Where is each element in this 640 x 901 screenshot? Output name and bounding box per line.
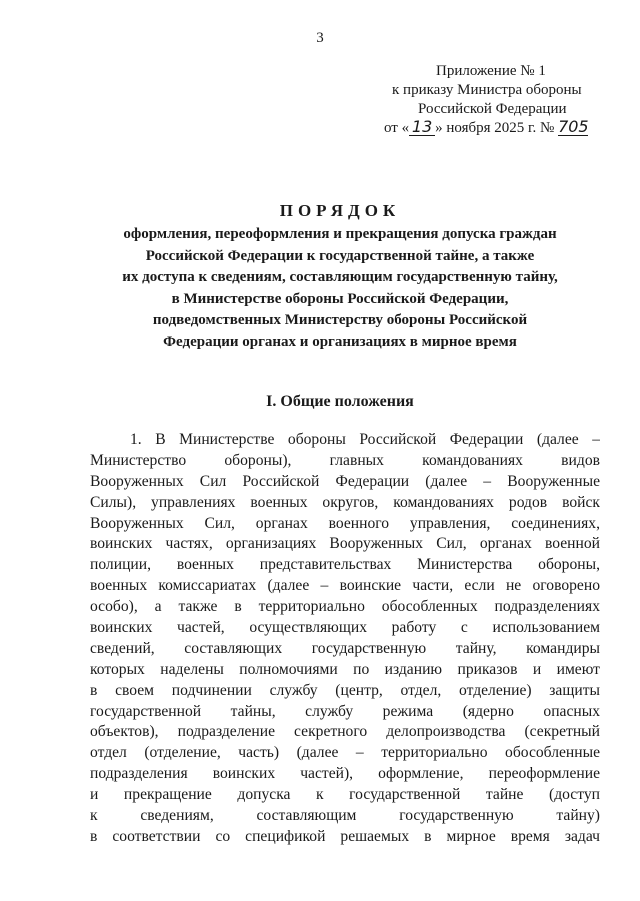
section-heading: I. Общие положения: [266, 393, 414, 410]
document-title: ПОРЯДОК: [279, 201, 401, 220]
subtitle-line: оформления, переоформления и прекращения допуска граждан: [123, 226, 557, 242]
page-number: 3: [316, 30, 324, 46]
appendix-date-line: [380, 119, 610, 138]
subtitle-line: подведомственных Министерству обороны Российской: [152, 312, 528, 328]
paragraph-line: 1. В Министерстве обороны Российской Федерации (далее –: [130, 431, 600, 448]
paragraph-line: Силы), управлениях военных округов, командованиях родов войск: [90, 493, 600, 511]
paragraph-line: в соответствии со спецификой решаемых в мирное время задач: [90, 827, 600, 845]
paragraph-line: Министерство обороны), главных командованиях видов: [90, 451, 600, 469]
paragraph-line: военных комиссариатах (далее – воинские части, если не оговорено: [90, 577, 600, 595]
paragraph-line: государственной тайны, службу режима (ядерно опасных: [90, 702, 600, 720]
paragraph-line: отдел (отделение, часть) (далее – территориально обособленные: [90, 744, 600, 762]
paragraph-line: воинских частей, осуществляющих работу с использованием: [90, 619, 600, 637]
date-middle: » ноября 2025 г. №: [435, 120, 555, 136]
paragraph-line: полиции, военных представительствах Министерства обороны,: [90, 556, 600, 574]
document-subtitle: [80, 224, 600, 353]
appendix-line-2: к приказу Министра обороны: [392, 82, 582, 98]
paragraph-line: воинских частях, организациях Вооруженных Сил, органах военной: [90, 535, 600, 553]
handwritten-day: 13: [409, 119, 435, 136]
subtitle-line: их доступа к сведениям, составляющим государственную тайну,: [122, 269, 558, 285]
paragraph-line: которых наделены полномочиями по изданию приказов и имеют: [90, 660, 600, 678]
appendix-line-1: Приложение № 1: [436, 63, 546, 79]
paragraph-1: [90, 430, 600, 848]
paragraph-line: объектов), подразделение секретного делопроизводства (секретный: [90, 723, 600, 741]
subtitle-line: Российской Федерации к государственной тайне, а также: [145, 247, 535, 264]
paragraph-line: особо), а также в территориально обособленных подразделениях: [90, 598, 600, 616]
paragraph-line: подразделения воинских частей), оформление, переоформление: [90, 765, 600, 783]
appendix-line-3: Российской Федерации: [418, 101, 567, 117]
title-block: [80, 198, 600, 353]
subtitle-line: в Министерстве обороны Российской Федерации,: [171, 290, 509, 307]
paragraph-line: Вооруженных Сил, органах военного управления, соединениях,: [90, 514, 600, 532]
paragraph-line: сведений, составляющих государственную тайну, командиры: [90, 639, 600, 657]
handwritten-order-number: 705: [558, 117, 589, 136]
paragraph-line: и прекращение допуска к государственной тайне (доступ: [90, 786, 600, 804]
paragraph-line: к сведениям, составляющим государственную тайну): [90, 807, 600, 825]
subtitle-line: Федерации органах и организациях в мирное время: [163, 333, 517, 350]
date-prefix: от «: [384, 120, 410, 136]
appendix-block: [380, 62, 610, 138]
paragraph-line: Вооруженных Сил Российской Федерации (далее – Вооруженные: [90, 472, 600, 490]
paragraph-line: в своем подчинении службу (центр, отдел, отделение) защиты: [90, 681, 600, 699]
